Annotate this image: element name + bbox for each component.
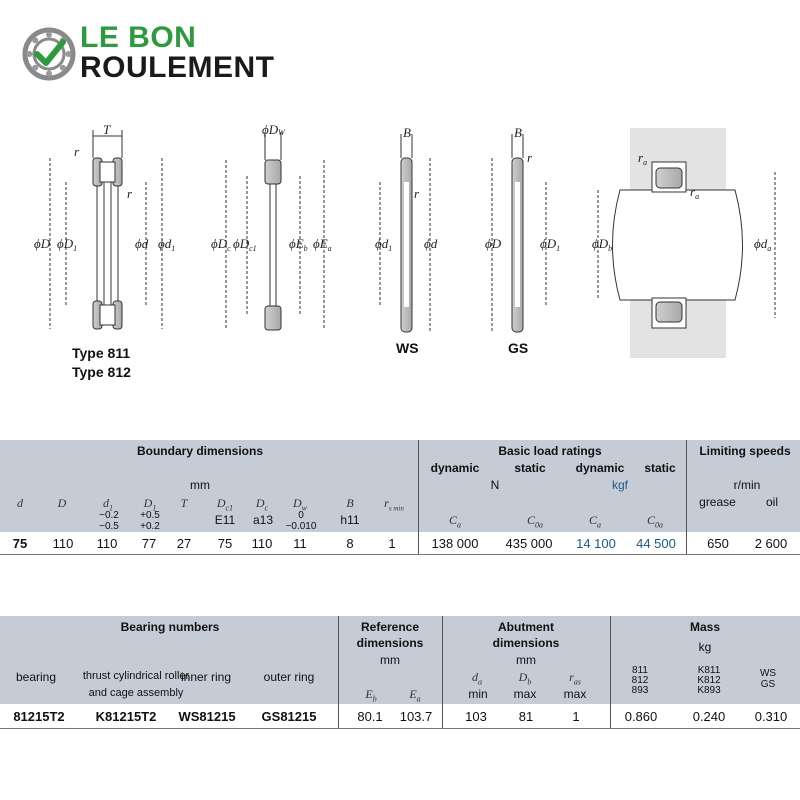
sym-Db: $D_b$ [518, 670, 532, 687]
val-grease: 650 [707, 536, 729, 551]
boundary-dimensions-heading: Boundary dimensions [136, 444, 264, 458]
brand-line1: LE BON [80, 21, 197, 54]
label-phiD1-gs: $\phi D_1$ [540, 236, 561, 253]
ws-drawing [380, 134, 430, 332]
brand-logo [22, 27, 76, 81]
bearing-drawings [0, 120, 800, 370]
label-phiEb: $\phi E_b$ [289, 236, 308, 253]
val-Ca-kgf: 14 100 [576, 536, 616, 551]
val-Dc1: 75 [217, 536, 233, 551]
caption-type-811: Type 811 [72, 345, 131, 361]
label-phiDb: $\phi D_b$ [592, 236, 613, 253]
mass-heading: Mass [689, 620, 721, 634]
label-phiEa: $\phi E_a$ [313, 236, 332, 253]
limiting-speeds-heading: Limiting speeds [699, 444, 791, 458]
bearing-numbers-heading: Bearing numbers [120, 620, 220, 634]
mass-kg: kg [698, 640, 712, 654]
val-D1: 77 [141, 536, 157, 551]
mounting-drawing [598, 128, 775, 358]
dynamic-2: dynamic [575, 461, 625, 475]
val-mass-3: 0.310 [754, 709, 788, 724]
load-ratings-heading: Basic load ratings [498, 444, 602, 458]
sym-Dc1: $D_{c1}$ [216, 496, 234, 513]
val-mass-2: 0.240 [692, 709, 726, 724]
val-outer: GS81215 [261, 709, 317, 724]
sym-Dc: $D_c$ [255, 496, 269, 513]
label-phid-ws: ϕd [424, 236, 438, 251]
sym-B: B [346, 496, 354, 510]
sym-Ea: $E_a$ [409, 687, 421, 704]
gs-drawing [492, 134, 546, 332]
label-phiD-gs: ϕD [485, 236, 502, 251]
sym-ras: $r_{as}$ [569, 670, 581, 687]
sym-D1: $D_1$ [143, 496, 157, 513]
val-d1: 110 [96, 536, 118, 551]
abut-mm: mm [516, 653, 536, 667]
tol-B: h11 [340, 513, 360, 527]
label-phiDc1: $\phi D_{c1}$ [233, 236, 257, 253]
label-r1: r [74, 144, 80, 159]
reference-heading-2: dimensions [356, 636, 424, 650]
val-ras: 1 [572, 709, 580, 724]
col-bearing: bearing [15, 670, 57, 684]
label-phiD: ϕD [34, 236, 51, 251]
mass-col-1: 811 812 893 [631, 665, 649, 696]
sym-Ca2: $C_a$ [588, 513, 601, 530]
label-r-ws: r [414, 186, 420, 201]
val-oil: 2 600 [754, 536, 788, 551]
type-811-drawing [50, 130, 162, 329]
col-tcr-1: thrust cylindrical roller [82, 670, 190, 682]
unit-rmin: r/min [733, 478, 761, 492]
dynamic-1: dynamic [430, 461, 480, 475]
label-phiDc: $\phi D_c$ [211, 236, 231, 253]
caption-type-812: Type 812 [72, 364, 131, 380]
abutment-heading: Abutment [498, 620, 554, 634]
val-Dc: 110 [251, 536, 273, 551]
static-1: static [514, 461, 546, 475]
label-ra2: $r_a$ [690, 184, 700, 201]
val-da: 103 [465, 709, 487, 724]
sym-Ca: $C_a$ [448, 513, 461, 530]
unit-N: N [490, 478, 500, 492]
sym-D: D [57, 496, 67, 510]
bearing-check-icon [22, 27, 76, 81]
sym-d: d [17, 496, 23, 510]
label-r-gs: r [527, 150, 533, 165]
col-oil: oil [765, 495, 778, 509]
cage-drawing [226, 132, 324, 330]
sym-rsmin: $r_{s min}$ [384, 496, 404, 513]
col-max-1: max [513, 687, 537, 701]
val-inner: WS81215 [178, 709, 236, 724]
caption-ws: WS [396, 340, 419, 356]
mass-col-3: WS GS [759, 668, 777, 690]
sym-Eb: $E_b$ [365, 687, 377, 704]
col-tcr-2: and cage assembly [88, 687, 184, 699]
val-Ea: 103.7 [399, 709, 433, 724]
val-d: 75 [12, 536, 28, 551]
caption-gs: GS [508, 340, 529, 356]
col-outer: outer ring [263, 670, 315, 684]
sym-T: T [180, 496, 188, 510]
label-T: T [103, 122, 111, 137]
label-phiDw: ϕDW [262, 122, 285, 137]
tol-D1: +0.5 +0.2 [140, 510, 160, 532]
sym-C0a2: $C_{0a}$ [646, 513, 663, 530]
tol-Dc1: E11 [214, 513, 236, 527]
val-rsmin: 1 [388, 536, 396, 551]
val-T: 27 [176, 536, 192, 551]
col-grease: grease [699, 495, 736, 509]
val-tcr: K81215T2 [95, 709, 157, 724]
val-bearing: 81215T2 [13, 709, 65, 724]
label-phida: $\phi d_a$ [754, 236, 772, 253]
val-mass-1: 0.860 [624, 709, 658, 724]
val-C0a-kgf: 44 500 [636, 536, 676, 551]
col-max-2: max [563, 687, 587, 701]
val-Eb: 80.1 [357, 709, 383, 724]
label-B-ws: B [403, 125, 411, 140]
unit-kgf: kgf [611, 478, 628, 492]
val-C0a-N: 435 000 [505, 536, 553, 551]
label-phid1: $\phi d_1$ [158, 236, 176, 253]
val-Ca-N: 138 000 [431, 536, 479, 551]
label-B-gs: B [514, 125, 522, 140]
sym-C0a: $C_{0a}$ [526, 513, 543, 530]
val-Db: 81 [518, 709, 534, 724]
col-inner: inner ring [180, 670, 232, 684]
mm-unit: mm [190, 478, 210, 492]
tol-d1: −0.2 −0.5 [99, 510, 119, 532]
label-phid1-ws: $\phi d_1$ [375, 236, 393, 253]
reference-heading: Reference [360, 620, 420, 634]
col-min: min [468, 687, 488, 701]
tol-Dc: a13 [252, 513, 274, 527]
val-B: 8 [346, 536, 354, 551]
mass-col-2: K811 K812 K893 [697, 665, 721, 696]
label-r2: r [127, 186, 133, 201]
ref-mm: mm [380, 653, 400, 667]
static-2: static [644, 461, 676, 475]
label-ra1: $r_a$ [638, 150, 648, 167]
sym-d1: $d_1$ [103, 496, 113, 513]
sym-da: $d_a$ [472, 670, 482, 687]
val-D: 110 [52, 536, 74, 551]
brand-line2: ROULEMENT [80, 51, 275, 84]
label-phid: ϕd [135, 236, 149, 251]
val-Dw: 11 [293, 536, 307, 551]
sym-Dw: $D_w$ [292, 496, 307, 513]
label-phiD1: $\phi D_1$ [57, 236, 78, 253]
tol-Dw: 0 −0.010 [285, 510, 317, 532]
abutment-heading-2: dimensions [492, 636, 560, 650]
